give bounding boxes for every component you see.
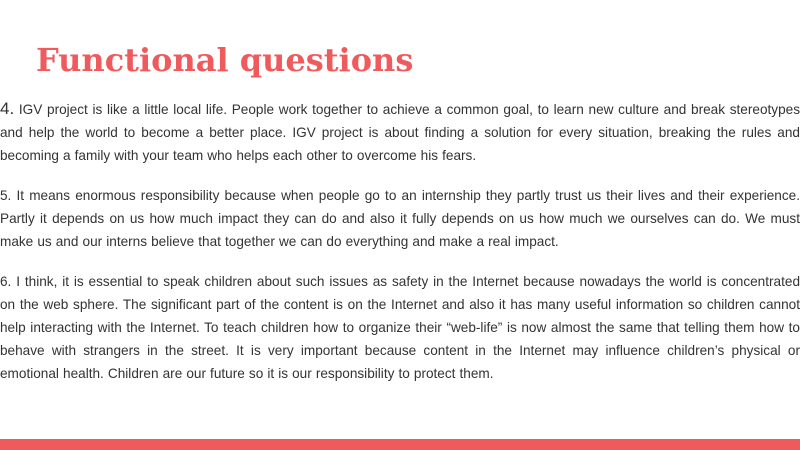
slide-title: Functional questions (36, 41, 414, 79)
paragraph-number: 5. (0, 188, 12, 203)
bottom-accent-bar (0, 439, 800, 450)
paragraph-text: IGV project is like a little local life. People work together to achieve a common goal, to learn new culture and break stereotypes and help the world to become a better place. IGV project is about finding a solution for every situation, breaking the rules and becoming a family with your team who helps each other to overcome his fears. (0, 102, 800, 163)
paragraph-number: 4. (0, 99, 15, 118)
paragraph-5 (0, 184, 800, 253)
paragraph-text: It means enormous responsibility because when people go to an internship they partly trust us their lives and their experience. Partly it depends on us how much impact they can do and also it fully depends on us how much we ourselves can do. We must make us and our interns believe that together we can do everything and make a real impact. (0, 188, 800, 249)
paragraph-4 (0, 97, 800, 167)
paragraph-6 (0, 270, 800, 385)
paragraph-number: 6. (0, 274, 12, 289)
slide-body (0, 97, 800, 402)
paragraph-text: I think, it is essential to speak children about such issues as safety in the Internet because nowadays the world is concentrated on the web sphere. The significant part of the content is on the Internet and also it has many useful information so children cannot help interacting with the Internet. To teach children how to organize their “web-life” is now almost the same that telling them how to behave with strangers in the street. It is very important because content in the Internet may influence children’s physical or emotional health. Children are our future so it is our responsibility to protect them. (0, 274, 800, 381)
